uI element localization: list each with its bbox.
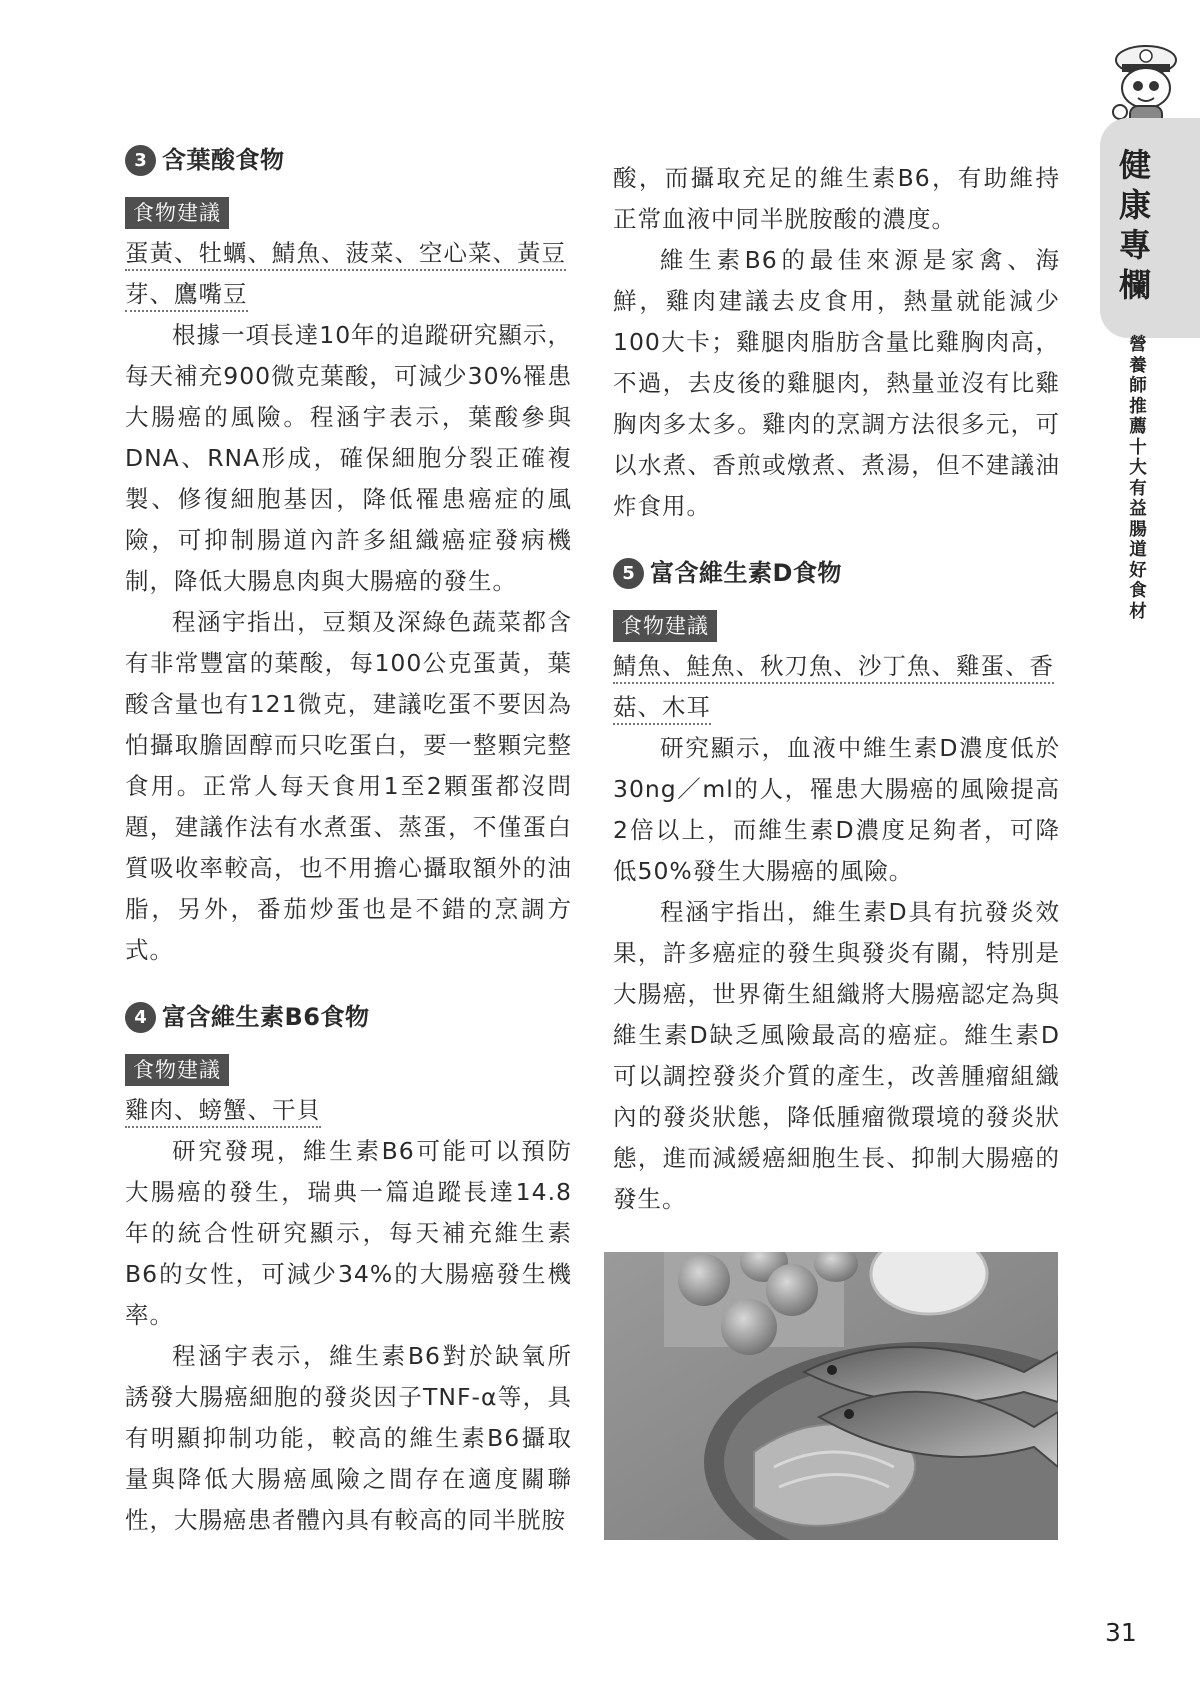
body-paragraph: 程涵宇指出，豆類及深綠色蔬菜都含有非常豐富的葉酸，每100公克蛋黃，葉酸含量也有121微克，建議吃蛋不要因為怕攝取膽固醇而只吃蛋白，要一整顆完整食用。正常人每天食用1至2顆蛋都沒問題，建議作法有水煮蛋、蒸蛋，不僅蛋白質吸收率較高，也不用擔心攝取額外的油脂，另外，番茄炒蛋也是不錯的烹調方式。 bbox=[125, 608, 572, 964]
section-3-heading bbox=[125, 140, 572, 180]
section-title: 富含維生素D食物 bbox=[650, 558, 842, 587]
side-subtitle-char: 好 bbox=[1129, 560, 1147, 581]
side-subtitle-char: 大 bbox=[1129, 458, 1147, 478]
section-number-badge: 5 bbox=[613, 558, 644, 589]
page-number: 31 bbox=[1105, 1618, 1137, 1647]
side-subtitle-char: 薦 bbox=[1129, 417, 1147, 437]
section-title: 含葉酸食物 bbox=[162, 145, 285, 174]
food-list bbox=[125, 233, 572, 315]
side-subtitle-char: 養 bbox=[1129, 355, 1147, 376]
food-list-line: 菇、木耳 bbox=[613, 693, 711, 725]
body-paragraph: 研究發現，維生素B6可能可以預防大腸癌的發生，瑞典一篇追蹤長達14.8年的統合性研究顯示，每天補充維生素B6的女性，可減少34%的大腸癌發生機率。 bbox=[125, 1137, 572, 1329]
section-5-heading bbox=[613, 553, 1060, 593]
right-column bbox=[613, 158, 1060, 1220]
section-number-badge: 4 bbox=[125, 1002, 156, 1033]
side-subtitle bbox=[1120, 335, 1156, 622]
side-tab-char: 健 bbox=[1118, 146, 1151, 184]
side-subtitle-char: 有 bbox=[1129, 478, 1147, 499]
food-suggestion-tag: 食物建議 bbox=[125, 197, 229, 229]
food-list bbox=[613, 646, 1060, 728]
side-tab-title bbox=[1110, 145, 1160, 305]
side-subtitle-char: 食 bbox=[1129, 581, 1147, 601]
side-tab-char: 康 bbox=[1118, 186, 1151, 224]
side-tab-char: 欄 bbox=[1118, 266, 1151, 304]
section-title: 富含維生素B6食物 bbox=[162, 1002, 370, 1031]
side-subtitle-char: 師 bbox=[1129, 376, 1147, 396]
side-subtitle-char: 道 bbox=[1129, 540, 1147, 560]
side-subtitle-char: 腸 bbox=[1129, 519, 1147, 540]
food-suggestion-tag: 食物建議 bbox=[613, 610, 717, 642]
body-paragraph-continued: 酸，而攝取充足的維生素B6，有助維持正常血液中同半胱胺酸的濃度。 bbox=[613, 164, 1060, 233]
food-list bbox=[125, 1090, 572, 1131]
egg bbox=[766, 1264, 818, 1316]
food-photo bbox=[604, 1252, 1058, 1540]
side-subtitle-char: 營 bbox=[1129, 335, 1147, 355]
body-paragraph: 程涵宇指出，維生素D具有抗發炎效果，許多癌症的發生與發炎有關，特別是大腸癌，世界衛生組織將大腸癌認定為與維生素D缺乏風險最高的癌症。維生素D可以調控發炎介質的產生，改善腫瘤組織內的發炎狀態，降低腫瘤微環境的發炎狀態，進而減緩癌細胞生長、抑制大腸癌的發生。 bbox=[613, 898, 1060, 1213]
side-subtitle-char: 十 bbox=[1129, 437, 1147, 458]
egg bbox=[721, 1299, 777, 1355]
body-paragraph: 程涵宇表示，維生素B6對於缺氧所誘發大腸癌細胞的發炎因子TNF-α等，具有明顯抑制功能，較高的維生素B6攝取量與降低大腸癌風險之間存在適度關聯性，大腸癌患者體內具有較高的同半胱胺 bbox=[125, 1342, 572, 1534]
food-list-line: 蛋黃、牡蠣、鯖魚、菠菜、空心菜、黃豆 bbox=[125, 239, 566, 271]
side-subtitle-char: 材 bbox=[1129, 601, 1147, 622]
section-number-badge: 3 bbox=[125, 145, 156, 176]
side-subtitle-char: 推 bbox=[1129, 396, 1147, 417]
body-paragraph: 研究顯示，血液中維生素D濃度低於30ng／ml的人，罹患大腸癌的風險提高2倍以上，而維生素D濃度足夠者，可降低50%發生大腸癌的風險。 bbox=[613, 734, 1060, 885]
egg bbox=[678, 1254, 730, 1306]
left-column bbox=[125, 140, 572, 1541]
food-list-line: 鯖魚、鮭魚、秋刀魚、沙丁魚、雞蛋、香 bbox=[613, 652, 1054, 684]
section-4-heading bbox=[125, 997, 572, 1037]
side-subtitle-char: 益 bbox=[1129, 499, 1147, 519]
food-list-line: 芽、鷹嘴豆 bbox=[125, 280, 248, 312]
food-suggestion-tag: 食物建議 bbox=[125, 1054, 229, 1086]
side-tab-char: 專 bbox=[1118, 226, 1151, 264]
body-paragraph: 根據一項長達10年的追蹤研究顯示，每天補充900微克葉酸，可減少30%罹患大腸癌的風險。程涵宇表示，葉酸參與DNA、RNA形成，確保細胞分裂正確複製、修復細胞基因，降低罹患癌症的風險，可抑制腸道內許多組織癌症發病機制，降低大腸息肉與大腸癌的發生。 bbox=[125, 321, 572, 595]
food-list-line: 雞肉、螃蟹、干貝 bbox=[125, 1096, 321, 1128]
body-paragraph: 維生素B6的最佳來源是家禽、海鮮，雞肉建議去皮食用，熱量就能減少100大卡；雞腿肉脂肪含量比雞胸肉高，不過，去皮後的雞腿肉，熱量並沒有比雞胸肉多太多。雞肉的烹調方法很多元，可以水煮、香煎或燉煮、煮湯，但不建議油炸食用。 bbox=[613, 246, 1060, 520]
